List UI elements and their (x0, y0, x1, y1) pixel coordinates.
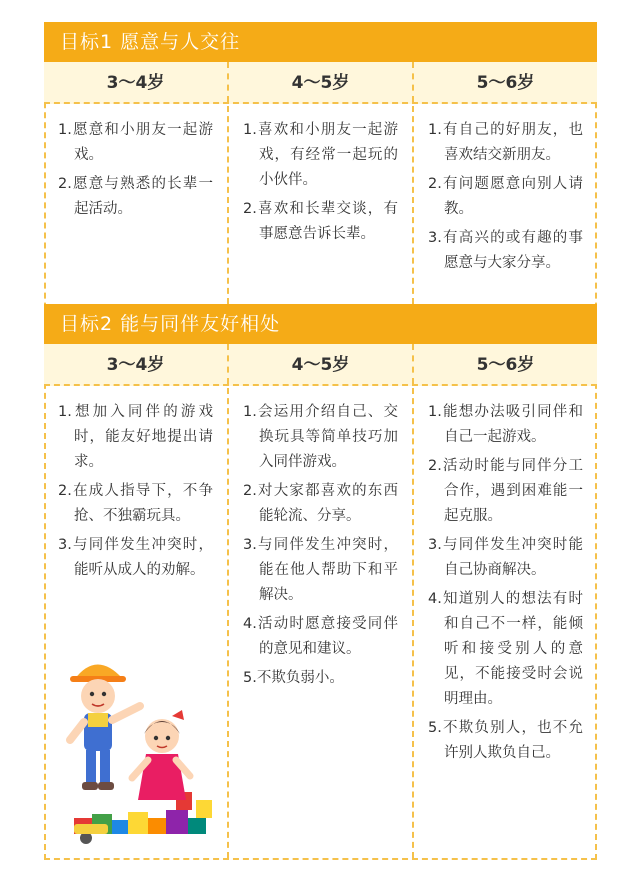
toy-block (112, 820, 128, 834)
boy-arm (112, 706, 140, 720)
list-item: 4.知道别人的想法有时和自己不一样，能倾听和接受别人的意见，不能接受时会说明理由。 (428, 591, 583, 707)
goal1-age-header (44, 62, 597, 104)
list-item: 4.活动时愿意接受同伴的意见和建议。 (243, 616, 398, 657)
list-item: 1.愿意和小朋友一起游戏。 (58, 122, 213, 163)
goal1-col-3 (412, 106, 597, 304)
goal1-col-1 (44, 106, 227, 304)
goal2-col-2 (227, 388, 412, 858)
list-item: 2.活动时能与同伴分工合作，遇到困难能一起克服。 (428, 458, 583, 524)
goal1-title: 目标1 愿意与人交往 (44, 22, 597, 62)
list-item: 3.与同伴发生冲突时能自己协商解决。 (428, 537, 583, 578)
list-item: 1.能想办法吸引同伴和自己一起游戏。 (428, 404, 583, 445)
toy-block (196, 800, 212, 818)
goal1-col-2 (227, 106, 412, 304)
children-playing-illustration (56, 650, 226, 850)
list-item: 1.想加入同伴的游戏时，能友好地提出请求。 (58, 404, 213, 470)
list-item: 2.愿意与熟悉的长辈一起活动。 (58, 176, 213, 217)
list-item: 2.在成人指导下，不争抢、不独霸玩具。 (58, 483, 213, 524)
list-item: 1.会运用介绍自己、交换玩具等简单技巧加入同伴游戏。 (243, 404, 398, 470)
list-item: 3.与同伴发生冲突时，能在他人帮助下和平解决。 (243, 537, 398, 603)
toy-block (128, 812, 148, 834)
list-item: 5.不欺负别人，也不允许别人欺负自己。 (428, 720, 583, 761)
goal2-col-3 (412, 388, 597, 858)
hair-bow (172, 710, 184, 720)
list-item: 2.有问题愿意向别人请教。 (428, 176, 583, 217)
age-label: 3～4岁 (106, 355, 165, 375)
list-item: 3.有高兴的或有趣的事愿意与大家分享。 (428, 230, 583, 271)
age-label: 3～4岁 (106, 73, 165, 93)
age-label: 4～5岁 (227, 62, 412, 102)
toy-block (166, 810, 188, 834)
age-label: 4～5岁 (227, 344, 412, 384)
toy-block (148, 818, 166, 834)
list-item: 3.与同伴发生冲突时，能听从成人的劝解。 (58, 537, 213, 578)
age-label: 5～6岁 (412, 344, 597, 384)
list-item: 2.对大家都喜欢的东西能轮流、分享。 (243, 483, 398, 524)
goal2-title: 目标2 能与同伴友好相处 (44, 304, 597, 344)
list-item: 5.不欺负弱小。 (243, 670, 344, 686)
goal2-age-header (44, 344, 597, 386)
toy-block (188, 818, 206, 834)
list-item: 1.喜欢和小朋友一起游戏，有经常一起玩的小伙伴。 (243, 122, 398, 188)
age-label: 5～6岁 (412, 62, 597, 102)
toy-car (74, 824, 108, 834)
list-item: 2.喜欢和长辈交谈，有事愿意告诉长辈。 (243, 201, 398, 242)
boy-face (81, 679, 115, 713)
goal1-content (44, 106, 597, 304)
list-item: 1.有自己的好朋友，也喜欢结交新朋友。 (428, 122, 583, 163)
